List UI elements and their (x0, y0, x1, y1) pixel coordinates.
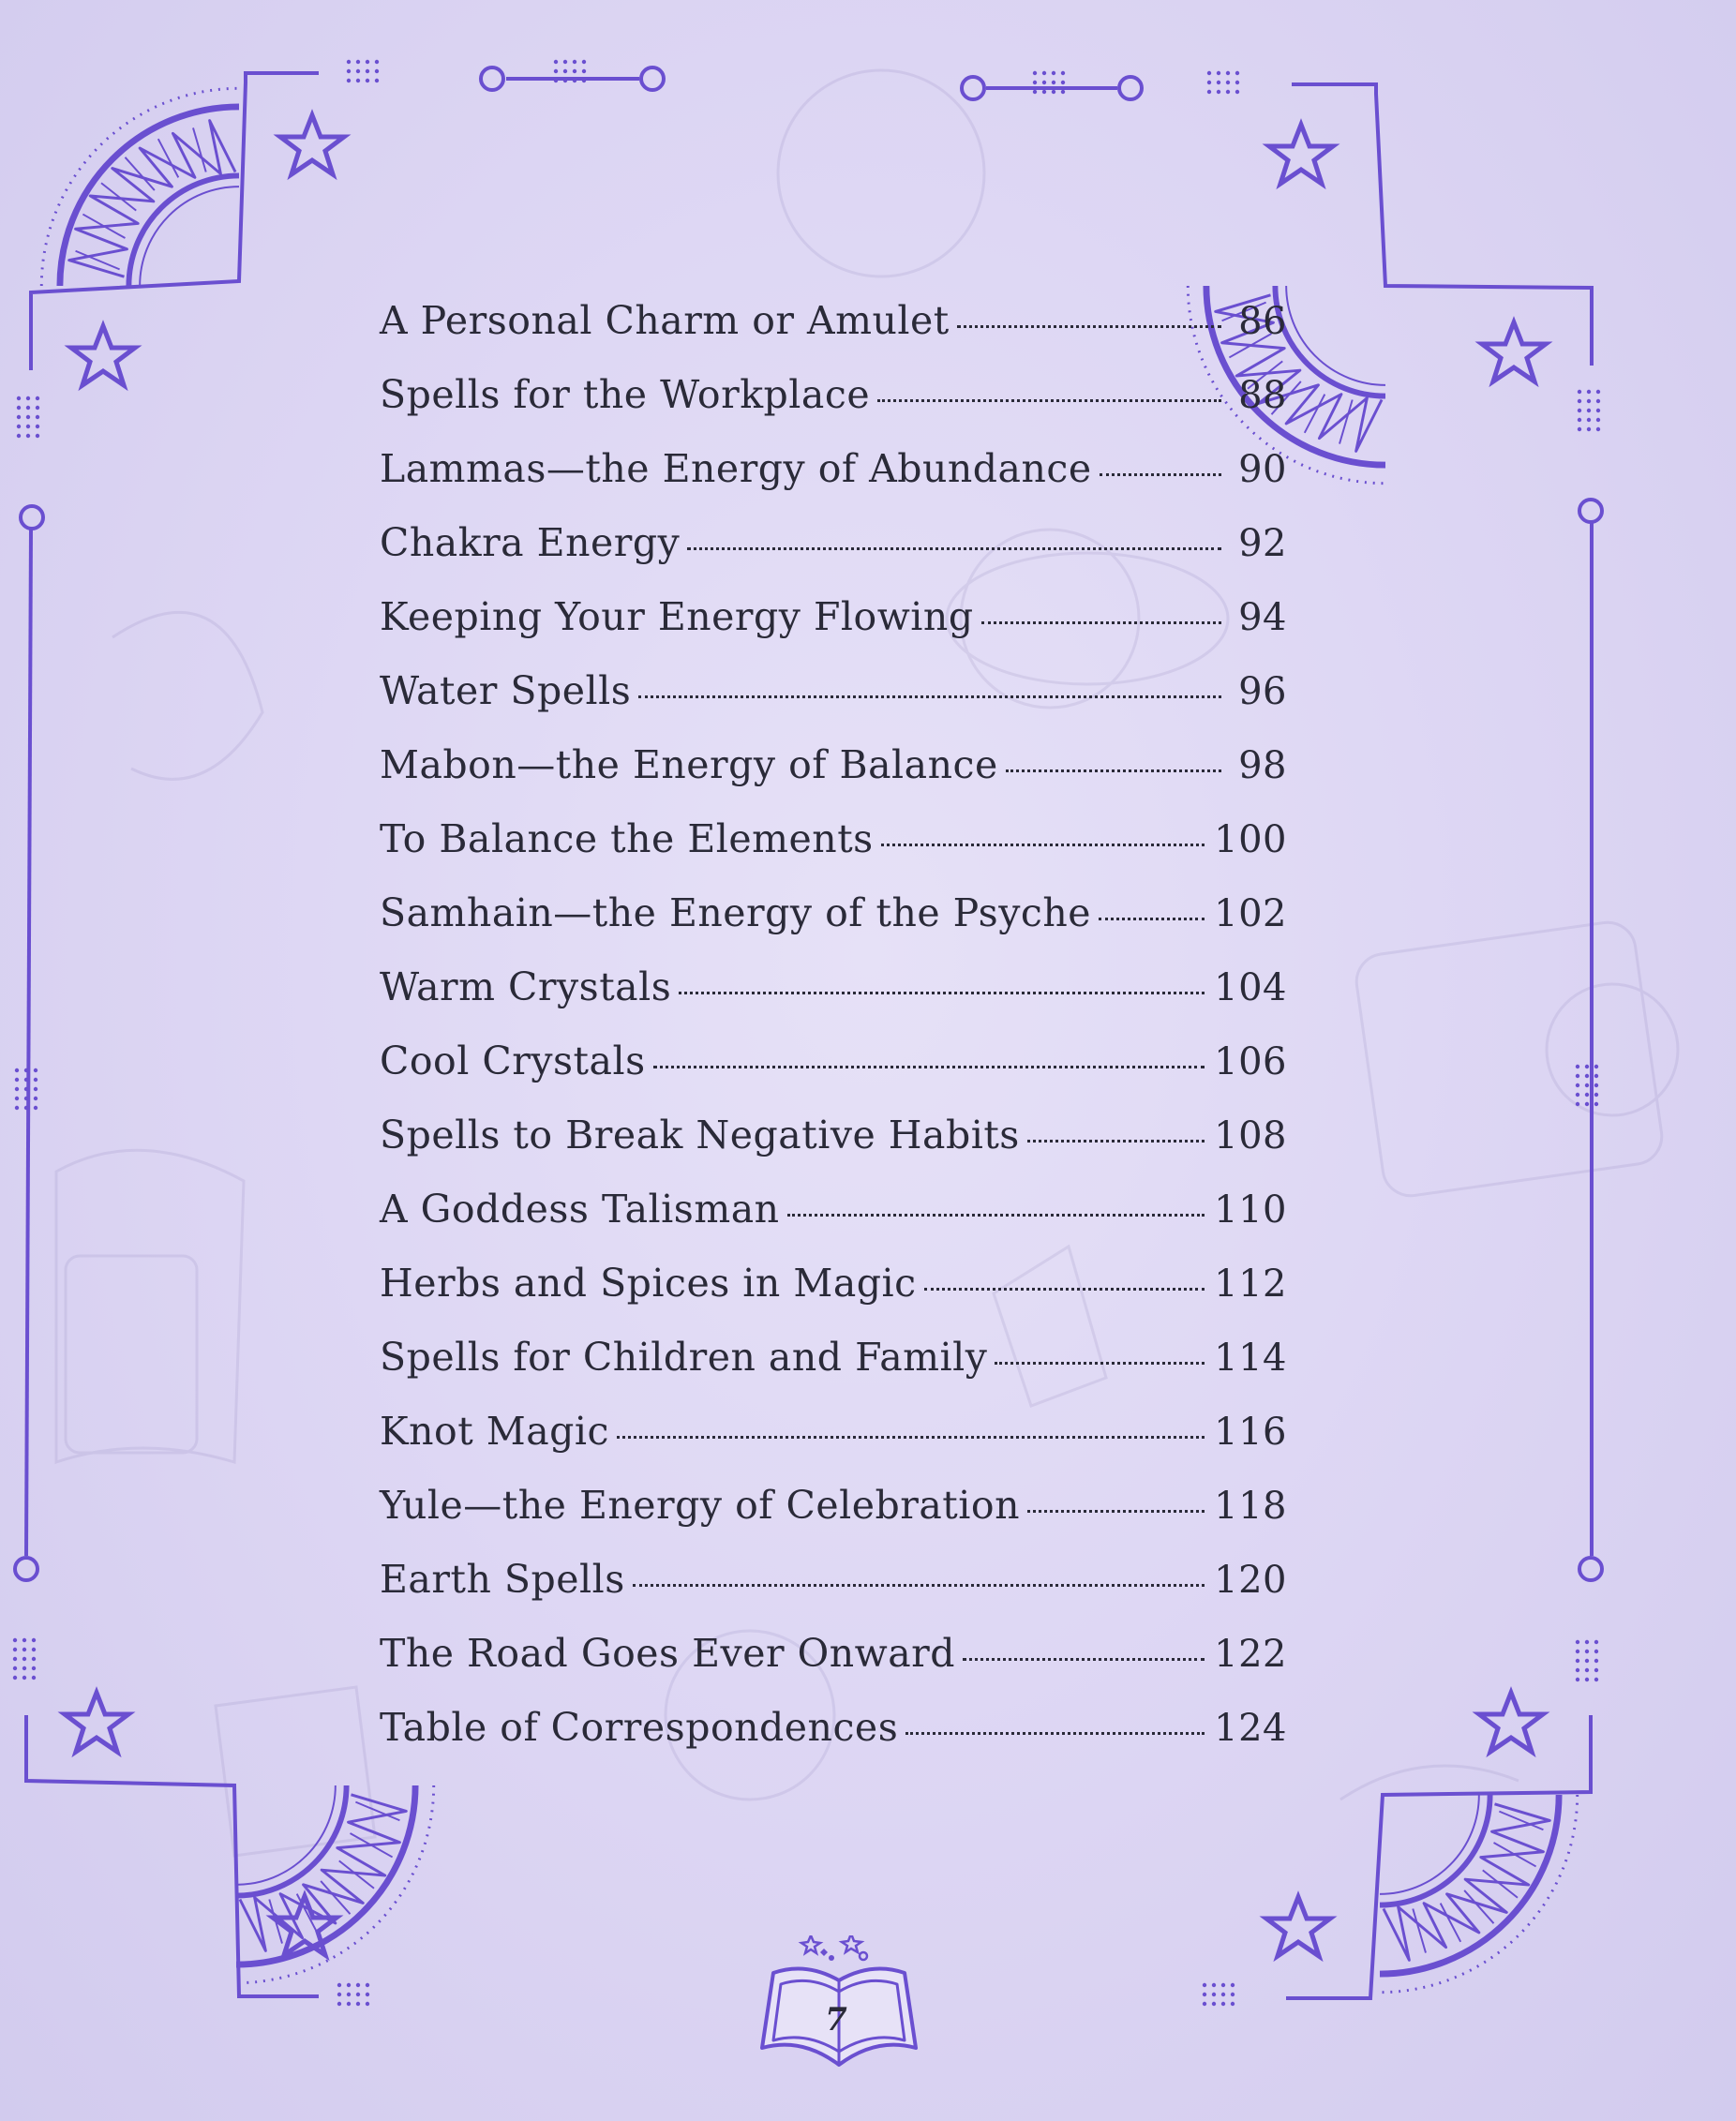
toc-entry-title: Keeping Your Energy Flowing (380, 594, 974, 639)
toc-entry-page-number: 116 (1214, 1411, 1287, 1454)
toc-entry-title: Samhain—the Energy of the Psyche (380, 890, 1091, 935)
toc-entry-page-number: 86 (1238, 300, 1287, 343)
toc-entry-page-number: 110 (1214, 1188, 1287, 1232)
toc-entry (380, 1113, 1287, 1187)
toc-entry (380, 372, 1287, 446)
toc-entry-title: Mabon—the Energy of Balance (380, 742, 998, 787)
dot-leader (787, 1214, 1205, 1217)
toc-entry (380, 1038, 1287, 1113)
dot-leader (679, 992, 1205, 994)
toc-entry-page-number: 88 (1238, 374, 1287, 417)
toc-entry-title: To Balance the Elements (380, 816, 874, 861)
toc-entry-title: Herbs and Spices in Magic (380, 1261, 917, 1306)
toc-entry-title: Cool Crystals (380, 1038, 646, 1083)
dot-leader (963, 1658, 1205, 1661)
toc-entry-title: Yule—the Energy of Celebration (380, 1483, 1020, 1528)
toc-entry-page-number: 96 (1238, 670, 1287, 713)
toc-entry (380, 1483, 1287, 1557)
toc-entry (380, 1261, 1287, 1335)
table-of-contents (380, 298, 1287, 1779)
toc-entry-title: The Road Goes Ever Onward (380, 1631, 955, 1676)
page-number: 7 (825, 2001, 847, 2039)
dot-leader (1099, 918, 1205, 920)
toc-entry (380, 1335, 1287, 1409)
toc-entry-title: Spells for Children and Family (380, 1335, 988, 1380)
dot-leader (687, 547, 1221, 550)
toc-entry (380, 298, 1287, 372)
dot-leader (1027, 1140, 1205, 1143)
toc-entry (380, 446, 1287, 520)
toc-entry-page-number: 92 (1238, 522, 1287, 565)
dot-leader (638, 695, 1221, 698)
dot-leader (653, 1066, 1205, 1068)
toc-entry-title: Chakra Energy (380, 520, 681, 565)
toc-entry-page-number: 106 (1214, 1040, 1287, 1083)
toc-entry (380, 1631, 1287, 1705)
toc-entry (380, 964, 1287, 1038)
toc-entry (380, 890, 1287, 964)
toc-entry-page-number: 118 (1214, 1485, 1287, 1528)
toc-entry (380, 1705, 1287, 1779)
dot-leader (924, 1288, 1205, 1291)
toc-entry-title: Spells for the Workplace (380, 372, 871, 417)
dot-leader (1027, 1510, 1205, 1513)
toc-entry-title: A Goddess Talisman (380, 1187, 780, 1232)
dot-leader (881, 844, 1205, 846)
toc-entry-page-number: 94 (1238, 596, 1287, 639)
dot-leader (905, 1732, 1205, 1735)
toc-entry-title: Water Spells (380, 668, 632, 713)
toc-entry-page-number: 120 (1214, 1559, 1287, 1602)
dot-leader (877, 399, 1221, 402)
toc-entry-page-number: 98 (1238, 744, 1287, 787)
dot-leader (995, 1362, 1205, 1365)
toc-entry-page-number: 124 (1214, 1707, 1287, 1750)
dot-leader (957, 325, 1221, 328)
toc-entry-title: Earth Spells (380, 1557, 625, 1602)
toc-entry (380, 1557, 1287, 1631)
toc-entry-page-number: 102 (1214, 892, 1287, 935)
toc-entry-title: Warm Crystals (380, 964, 672, 1009)
dot-leader (1006, 769, 1221, 772)
dot-leader (981, 621, 1221, 624)
toc-entry (380, 1187, 1287, 1261)
toc-entry-title: Knot Magic (380, 1409, 609, 1454)
toc-entry-title: Spells to Break Negative Habits (380, 1113, 1020, 1158)
toc-entry-page-number: 90 (1238, 448, 1287, 491)
toc-entry-title: Table of Correspondences (380, 1705, 899, 1750)
toc-entry-page-number: 122 (1214, 1633, 1287, 1676)
toc-entry (380, 742, 1287, 816)
toc-entry-page-number: 100 (1214, 818, 1287, 861)
toc-entry (380, 668, 1287, 742)
toc-entry-title: Lammas—the Energy of Abundance (380, 446, 1092, 491)
toc-entry (380, 594, 1287, 668)
dot-leader (617, 1436, 1205, 1439)
toc-entry-page-number: 114 (1214, 1337, 1287, 1380)
toc-entry (380, 1409, 1287, 1483)
toc-entry-title: A Personal Charm or Amulet (380, 298, 950, 343)
toc-entry (380, 816, 1287, 890)
dot-leader (1100, 473, 1221, 476)
dot-leader (633, 1584, 1205, 1587)
toc-entry-page-number: 104 (1214, 966, 1287, 1009)
toc-entry-page-number: 112 (1214, 1262, 1287, 1306)
toc-entry (380, 520, 1287, 594)
toc-entry-page-number: 108 (1214, 1114, 1287, 1158)
